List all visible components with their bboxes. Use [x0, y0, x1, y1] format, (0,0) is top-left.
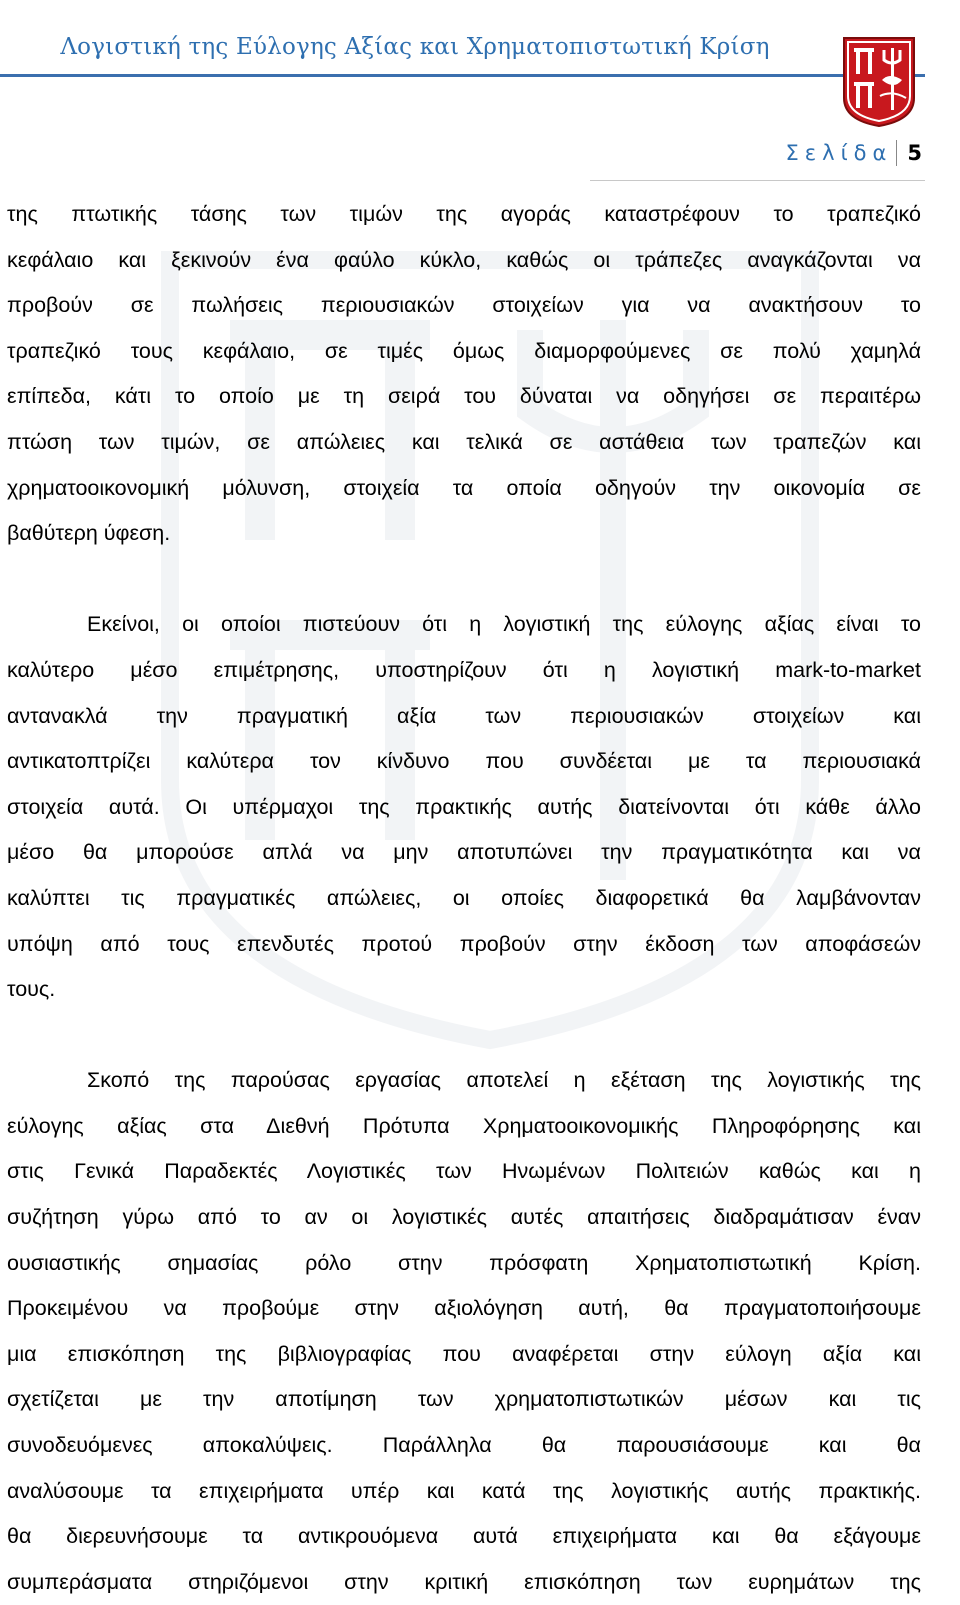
text-line: στις Γενικά Παραδεκτές Λογιστικές των Ηνωμένων Πολιτειών καθώς και η [7, 1159, 921, 1184]
page-number [786, 140, 922, 166]
text-line: βαθύτερη ύφεση. [7, 521, 171, 546]
running-header-title: Λογιστική της Εύλογης Αξίας και Χρηματοπιστωτική Κρίση [60, 34, 770, 60]
text-line: επίπεδα, κάτι το οποίο με τη σειρά του δύναται να οδηγήσει σε περαιτέρω [7, 384, 921, 409]
header-divider [0, 74, 925, 77]
text-line: ουσιαστικής σημασίας ρόλο στην πρόσφατη Χρηματοπιστωτική Κρίση. [7, 1250, 921, 1275]
paragraph-spacing [7, 1013, 921, 1059]
text-line: καλύτερο μέσο επιμέτρησης, υποστηρίζουν ότι η λογιστική mark-to-market [7, 657, 921, 682]
text-line: Εκείνοι, οι οποίοι πιστεύουν ότι η λογιστική της εύλογης αξίας είναι το [87, 612, 921, 637]
paragraph-1 [7, 192, 921, 557]
page-number-separator [896, 140, 897, 166]
university-logo [842, 36, 916, 128]
page-number-rule [590, 180, 925, 181]
text-line: πτώση των τιμών, σε απώλειες και τελικά σε αστάθεια των τραπεζών και [7, 429, 921, 454]
text-line: υπόψη από τους επενδυτές προτού προβούν στην έκδοση των αποφάσεών [7, 931, 921, 956]
text-line: Προκειμένου να προβούμε στην αξιολόγηση αυτή, θα πραγματοποιήσουμε [7, 1296, 921, 1321]
text-line: καλύπτει τις πραγματικές απώλειες, οι οποίες διαφορετικά θα λαμβάνονταν [7, 885, 921, 910]
page-label: Σελίδα [785, 141, 893, 165]
text-line: στοιχεία αυτά. Οι υπέρμαχοι της πρακτικής αυτής διατείνονται ότι κάθε άλλο [7, 794, 921, 819]
text-line: εύλογης αξίας στα Διεθνή Πρότυπα Χρηματοοικονομικής Πληροφόρησης και [7, 1113, 921, 1138]
page-number-value: 5 [907, 141, 922, 165]
text-line: της πτωτικής τάσης των τιμών της αγοράς καταστρέφουν το τραπεζικό [7, 202, 921, 226]
text-line: θα διερευνήσουμε τα αντικρουόμενα αυτά επιχειρήματα και θα εξάγουμε [7, 1524, 921, 1549]
paragraph-spacing [7, 557, 921, 603]
text-line: τους. [7, 977, 56, 1002]
text-line: αντανακλά την πραγματική αξία των περιουσιακών στοιχείων και [7, 703, 921, 728]
body-text [7, 192, 921, 1605]
paragraph-2 [7, 602, 921, 1012]
paragraph-3 [7, 1058, 921, 1605]
text-line: μέσο θα μπορούσε απλά να μην αποτυπώνει την πραγματικότητα και να [7, 840, 921, 865]
text-line: συζήτηση γύρω από το αν οι λογιστικές αυτές απαιτήσεις διαδραμάτισαν έναν [7, 1205, 921, 1230]
text-line: κεφάλαιο και ξεκινούν ένα φαύλο κύκλο, καθώς οι τράπεζες αναγκάζονται να [7, 247, 921, 272]
text-line: Σκοπό της παρούσας εργασίας αποτελεί η εξέταση της λογιστικής της [87, 1068, 921, 1093]
text-line: προβούν σε πωλήσεις περιουσιακών στοιχείων για να ανακτήσουν το [7, 293, 921, 318]
text-line: χρηματοοικονομική μόλυνση, στοιχεία τα οποία οδηγούν την οικονομία σε [7, 475, 921, 500]
text-line: μια επισκόπηση της βιβλιογραφίας που αναφέρεται στην εύλογη αξία και [7, 1341, 921, 1366]
text-line: τραπεζικό τους κεφάλαιο, σε τιμές όμως διαμορφούμενες σε πολύ χαμηλά [7, 338, 921, 363]
text-line: συμπεράσματα στηριζόμενοι στην κριτική επισκόπηση των ευρημάτων της [7, 1569, 921, 1594]
text-line: συνοδευόμενες αποκαλύψεις. Παράλληλα θα παρουσιάσουμε και θα [7, 1433, 921, 1458]
text-line: αναλύσουμε τα επιχειρήματα υπέρ και κατά της λογιστικής αυτής πρακτικής. [7, 1478, 921, 1503]
text-line: σχετίζεται με την αποτίμηση των χρηματοπιστωτικών μέσων και τις [7, 1387, 921, 1412]
text-line: αντικατοπτρίζει καλύτερα τον κίνδυνο που συνδέεται με τα περιουσιακά [7, 749, 921, 774]
